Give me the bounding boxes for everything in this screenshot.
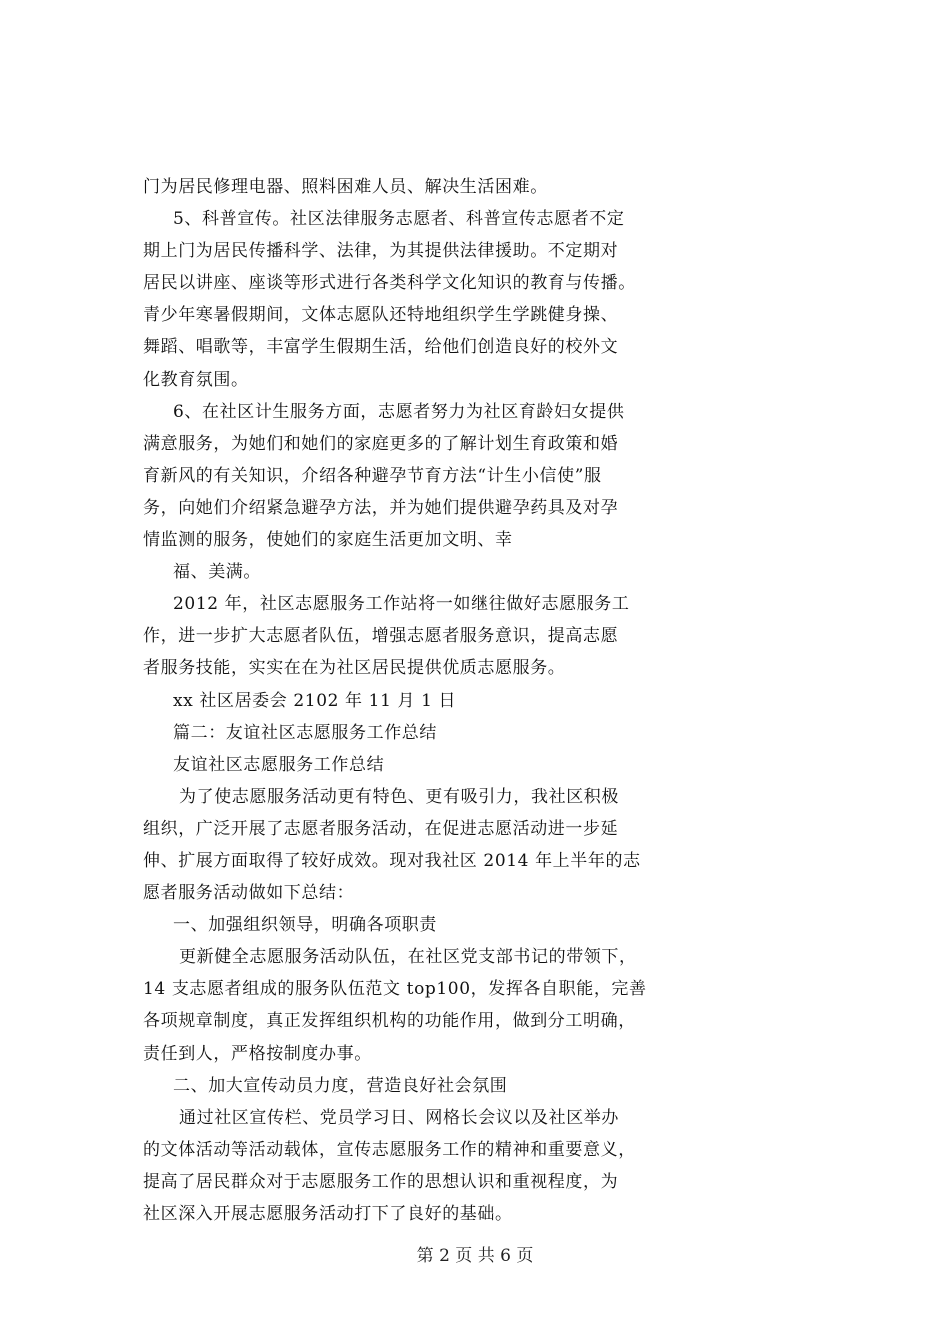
text-line: 通过社区宣传栏、党员学习日、网格长会议以及社区举办 <box>179 1107 619 1128</box>
text-line: 满意服务，为她们和她们的家庭更多的了解计划生育政策和婚 <box>143 433 619 454</box>
text-line: 责任到人，严格按制度办事。 <box>143 1043 372 1064</box>
text-line: 育新风的有关知识，介绍各种避孕节育方法“计生小信使”服 <box>143 465 602 486</box>
text-line: 14 支志愿者组成的服务队伍范文 top100，发挥各自职能，完善 <box>143 979 647 1000</box>
text-line: 5、科普宣传。社区法律服务志愿者、科普宣传志愿者不定 <box>173 209 625 230</box>
text-line: 舞蹈、唱歌等，丰富学生假期生活，给他们创造良好的校外文 <box>143 337 619 358</box>
text-line: 组织，广泛开展了志愿者服务活动，在促进志愿活动进一步延 <box>143 818 619 839</box>
text-line: 愿者服务活动做如下总结： <box>143 883 355 904</box>
text-line: 务，向她们介绍紧急避孕方法，并为她们提供避孕药具及对孕 <box>143 497 619 518</box>
document-body <box>143 171 943 1230</box>
text-line: 6、在社区计生服务方面，志愿者努力为社区育龄妇女提供 <box>173 401 625 422</box>
text-line: 各项规章制度，真正发挥组织机构的功能作用，做到分工明确， <box>143 1011 636 1032</box>
text-line: 的文体活动等活动载体，宣传志愿服务工作的精神和重要意义， <box>143 1139 636 1160</box>
text-line: 社区深入开展志愿服务活动打下了良好的基础。 <box>143 1204 513 1224</box>
text-line: 一、加强组织领导，明确各项职责 <box>173 915 437 936</box>
text-line: 化教育氛围。 <box>143 369 249 390</box>
text-line: 门为居民修理电器、照料困难人员、解决生活困难。 <box>143 177 548 197</box>
text-line: 提高了居民群众对于志愿服务工作的思想认识和重视程度，为 <box>143 1171 619 1192</box>
text-line: 作，进一步扩大志愿者队伍，增强志愿者服务意识，提高志愿 <box>143 626 619 647</box>
text-line: 2012 年，社区志愿服务工作站将一如继往做好志愿服务工 <box>173 594 630 615</box>
text-line: 友谊社区志愿服务工作总结 <box>173 754 385 775</box>
text-line: 期上门为居民传播科学、法律，为其提供法律援助。不定期对 <box>143 241 619 262</box>
text-line: 情监测的服务，使她们的家庭生活更加文明、幸 <box>143 530 513 551</box>
text-line: 伸、扩展方面取得了较好成效。现对我社区 2014 年上半年的志 <box>143 850 641 871</box>
text-line: 为了使志愿服务活动更有特色、更有吸引力，我社区积极 <box>179 786 619 807</box>
text-line: 二、加大宣传动员力度，营造良好社会氛围 <box>173 1075 508 1096</box>
text-line: 福、美满。 <box>173 562 261 583</box>
text-line: 青少年寒暑假期间，文体志愿队还特地组织学生学跳健身操、 <box>143 305 619 326</box>
text-line: 更新健全志愿服务活动队伍，在社区党支部书记的带领下， <box>179 947 637 968</box>
page-footer: 第 2 页 共 6 页 <box>416 1246 534 1266</box>
text-line: 者服务技能，实实在在为社区居民提供优质志愿服务。 <box>143 658 566 679</box>
text-line: 篇二：友谊社区志愿服务工作总结 <box>173 722 437 743</box>
text-line: xx 社区居委会 2102 年 11 月 1 日 <box>173 690 457 711</box>
text-line: 居民以讲座、座谈等形式进行各类科学文化知识的教育与传播。 <box>143 273 636 294</box>
